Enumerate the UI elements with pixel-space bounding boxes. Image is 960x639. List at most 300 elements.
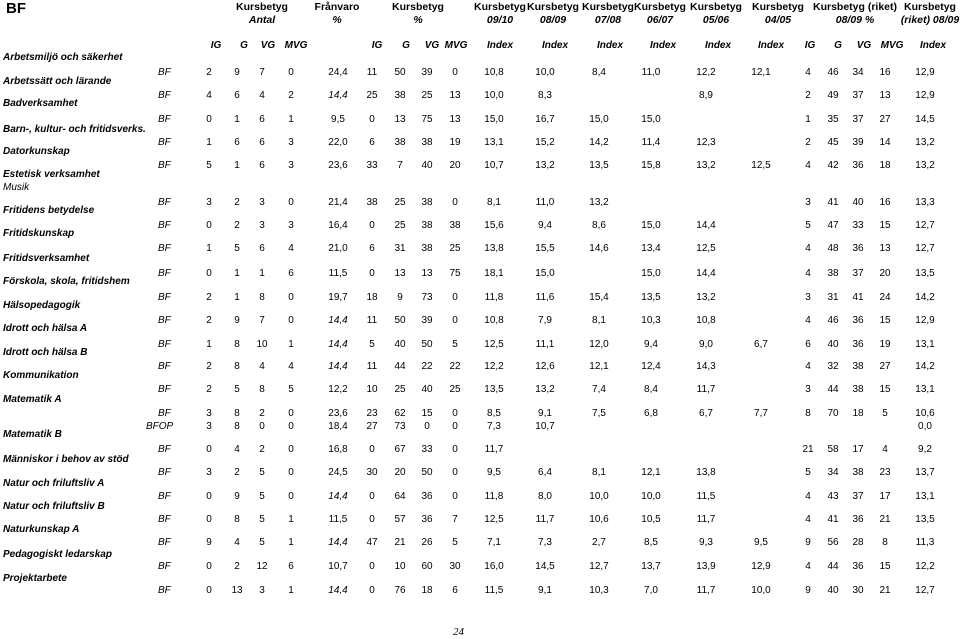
table-cell: 38	[421, 243, 433, 254]
table-cell: 8,6	[592, 220, 606, 231]
table-cell: 13,1	[915, 491, 935, 502]
table-cell: 30	[449, 561, 461, 572]
table-cell: 1	[206, 137, 212, 148]
table-cell: 75	[449, 268, 461, 279]
table-cell: 25	[394, 197, 406, 208]
table-cell: 14	[879, 137, 891, 148]
table-cell: 8,1	[592, 467, 606, 478]
table-cell: 73	[421, 292, 433, 303]
table-cell: 24,4	[328, 67, 348, 78]
table-cell: 0	[369, 561, 375, 572]
table-cell: 8	[234, 361, 240, 372]
table-cell: 0	[452, 292, 458, 303]
table-cell: 16,8	[328, 444, 348, 455]
column-header-line1: Kursbetyg	[582, 1, 634, 13]
table-cell: 35	[827, 114, 839, 125]
table-cell: 9,0	[699, 339, 713, 350]
table-cell: 13,3	[915, 197, 935, 208]
table-cell: 7	[259, 67, 265, 78]
column-header-line2: (riket) 08/09	[900, 14, 960, 26]
table-cell: 13,9	[696, 561, 716, 572]
table-cell: 15,0	[535, 268, 555, 279]
table-cell: 21,4	[328, 197, 348, 208]
table-cell: 4	[288, 243, 294, 254]
table-cell: 1	[206, 339, 212, 350]
table-cell: 0	[288, 67, 294, 78]
table-cell: 67	[394, 444, 406, 455]
table-cell: 7	[452, 514, 458, 525]
table-cell: 8,4	[592, 67, 606, 78]
table-cell: 3	[206, 467, 212, 478]
course-label: Matematik A	[3, 394, 62, 405]
column-header	[885, 1, 960, 27]
table-cell: 12,3	[696, 137, 716, 148]
column-header-line2: Antal	[248, 14, 276, 26]
table-cell: 18,4	[328, 421, 348, 432]
table-cell: 6	[805, 339, 811, 350]
table-cell: 40	[394, 339, 406, 350]
table-cell: 13,1	[915, 384, 935, 395]
table-cell: 4	[259, 361, 265, 372]
table-cell: 1	[288, 585, 294, 596]
table-cell: 13	[879, 243, 891, 254]
table-cell: 60	[421, 561, 433, 572]
course-label: Natur och friluftsliv B	[3, 501, 105, 512]
table-cell: 7,9	[538, 315, 552, 326]
table-cell: 12	[256, 561, 268, 572]
table-cell: 3	[206, 197, 212, 208]
table-cell: 0	[452, 444, 458, 455]
table-cell: 13	[394, 268, 406, 279]
row-code: BF	[158, 444, 171, 455]
table-cell: 0	[288, 467, 294, 478]
column-header-line1: Kursbetyg	[690, 1, 742, 13]
table-cell: 49	[827, 90, 839, 101]
table-cell: 14,4	[328, 361, 348, 372]
table-cell: 10,0	[484, 90, 504, 101]
table-cell: 0	[206, 114, 212, 125]
table-cell: 0	[452, 421, 458, 432]
table-cell: 18	[852, 408, 864, 419]
table-cell: 47	[827, 220, 839, 231]
table-cell: 8,5	[644, 537, 658, 548]
table-cell: 25	[421, 90, 433, 101]
table-cell: 0	[369, 585, 375, 596]
table-cell: 8	[259, 292, 265, 303]
table-cell: 9,3	[699, 537, 713, 548]
table-cell: 9,1	[538, 408, 552, 419]
table-cell: 73	[394, 421, 406, 432]
table-cell: 0	[369, 268, 375, 279]
table-cell: 14,3	[696, 361, 716, 372]
table-cell: 14,4	[328, 315, 348, 326]
table-cell: 8	[882, 537, 888, 548]
table-cell: 4	[206, 90, 212, 101]
table-cell: 0	[452, 491, 458, 502]
table-cell: 22	[449, 361, 461, 372]
table-cell: 0	[206, 444, 212, 455]
table-cell: 10,0	[535, 67, 555, 78]
course-label: Musik	[3, 182, 30, 193]
table-cell: 3	[206, 408, 212, 419]
row-code: BF	[158, 408, 171, 419]
sub-header: Index	[757, 40, 785, 51]
table-cell: 12,9	[751, 561, 771, 572]
table-cell: 37	[852, 114, 864, 125]
row-code: BF	[158, 220, 171, 231]
table-cell: 64	[394, 491, 406, 502]
table-cell: 12,2	[915, 561, 935, 572]
table-cell: 12,7	[915, 585, 935, 596]
course-label: Fritidsverksamhet	[3, 253, 90, 264]
table-cell: 20	[394, 467, 406, 478]
table-cell: 19,7	[328, 292, 348, 303]
row-code: BF	[158, 537, 171, 548]
table-cell: 38	[852, 384, 864, 395]
row-code: BF	[158, 114, 171, 125]
table-cell: 10,6	[915, 408, 935, 419]
row-code: BF	[158, 90, 171, 101]
table-cell: 13,2	[589, 197, 609, 208]
table-cell: 11,8	[484, 292, 504, 303]
table-cell: 11,0	[641, 67, 661, 78]
table-cell: 11,4	[641, 137, 661, 148]
table-cell: 9	[234, 315, 240, 326]
table-cell: 14,2	[915, 361, 935, 372]
table-cell: 36	[421, 491, 433, 502]
table-cell: 10,6	[589, 514, 609, 525]
table-cell: 9	[805, 585, 811, 596]
table-cell: 3	[206, 421, 212, 432]
table-cell: 14,4	[328, 491, 348, 502]
table-cell: 38	[827, 268, 839, 279]
table-cell: 10	[394, 561, 406, 572]
table-cell: 33	[852, 220, 864, 231]
table-cell: 40	[852, 197, 864, 208]
sub-header: IG	[371, 40, 383, 51]
table-cell: 1	[234, 160, 240, 171]
table-cell: 11,5	[328, 514, 348, 525]
table-cell: 34	[852, 67, 864, 78]
table-cell: 13,5	[484, 384, 504, 395]
table-cell: 10,7	[484, 160, 504, 171]
sub-header: Index	[486, 40, 514, 51]
table-cell: 12,4	[641, 361, 661, 372]
column-header-line2: 09/10	[486, 14, 514, 26]
row-code: BF	[158, 561, 171, 572]
sub-header: VG	[424, 40, 440, 51]
table-cell: 46	[827, 67, 839, 78]
table-cell: 2	[206, 384, 212, 395]
table-cell: 38	[421, 137, 433, 148]
row-code: BF	[158, 197, 171, 208]
table-cell: 34	[827, 467, 839, 478]
row-code: BF	[158, 160, 171, 171]
table-cell: 0	[288, 197, 294, 208]
table-cell: 7,3	[538, 537, 552, 548]
table-cell: 15	[421, 408, 433, 419]
column-header-line1: Kursbetyg	[527, 1, 579, 13]
table-cell: 24	[879, 292, 891, 303]
sub-header: MVG	[444, 40, 468, 51]
row-code: BF	[158, 491, 171, 502]
table-cell: 33	[421, 444, 433, 455]
table-cell: 24,5	[328, 467, 348, 478]
table-cell: 38	[421, 197, 433, 208]
table-cell: 13,4	[641, 243, 661, 254]
table-cell: 9	[397, 292, 403, 303]
table-cell: 8,5	[487, 408, 501, 419]
table-cell: 10,0	[641, 491, 661, 502]
page-number: 24	[453, 626, 464, 638]
row-code: BF	[158, 137, 171, 148]
table-cell: 1	[206, 243, 212, 254]
table-cell: 44	[394, 361, 406, 372]
table-cell: 6,7	[699, 408, 713, 419]
sub-header: G	[402, 40, 410, 51]
table-cell: 43	[827, 491, 839, 502]
table-cell: 2	[259, 444, 265, 455]
table-cell: 12,1	[751, 67, 771, 78]
table-cell: 1	[234, 268, 240, 279]
table-cell: 13,2	[535, 160, 555, 171]
table-cell: 7,0	[644, 585, 658, 596]
table-cell: 40	[421, 160, 433, 171]
table-cell: 5	[452, 537, 458, 548]
table-cell: 17	[852, 444, 864, 455]
table-cell: 11	[366, 315, 378, 326]
table-cell: 0	[206, 561, 212, 572]
table-cell: 2	[288, 90, 294, 101]
table-cell: 11,1	[535, 339, 555, 350]
table-cell: 8	[234, 514, 240, 525]
course-label: Datorkunskap	[3, 146, 70, 157]
table-cell: 62	[394, 408, 406, 419]
table-cell: 4	[288, 361, 294, 372]
table-cell: 36	[852, 315, 864, 326]
table-cell: 12,2	[696, 67, 716, 78]
table-cell: 16,4	[328, 220, 348, 231]
table-cell: 38	[852, 361, 864, 372]
table-cell: 15,2	[535, 137, 555, 148]
table-cell: 4	[234, 444, 240, 455]
table-cell: 0	[288, 444, 294, 455]
table-cell: 19	[449, 137, 461, 148]
course-label: Förskola, skola, fritidshem	[3, 276, 130, 287]
table-cell: 2,7	[592, 537, 606, 548]
table-cell: 12,1	[589, 361, 609, 372]
table-cell: 0	[206, 268, 212, 279]
table-cell: 41	[852, 292, 864, 303]
table-cell: 9,4	[538, 220, 552, 231]
table-cell: 10,5	[641, 514, 661, 525]
course-label: Natur och friluftsliv A	[3, 478, 105, 489]
table-cell: 8	[234, 408, 240, 419]
table-cell: 0	[369, 220, 375, 231]
table-cell: 45	[827, 137, 839, 148]
sub-header: MVG	[284, 40, 308, 51]
table-cell: 8	[234, 339, 240, 350]
row-code: BF	[158, 585, 171, 596]
column-header-line2: 05/06	[702, 14, 730, 26]
table-cell: 8,0	[538, 491, 552, 502]
table-cell: 2	[234, 220, 240, 231]
table-cell: 38	[394, 137, 406, 148]
table-cell: 13,5	[589, 160, 609, 171]
table-cell: 58	[827, 444, 839, 455]
table-cell: 6	[259, 137, 265, 148]
table-cell: 11,7	[696, 384, 716, 395]
table-cell: 10,3	[641, 315, 661, 326]
table-cell: 15	[879, 220, 891, 231]
table-cell: 0	[288, 421, 294, 432]
course-label: Fritidskunskap	[3, 228, 75, 239]
table-cell: 12,1	[641, 467, 661, 478]
sub-header: IG	[804, 40, 816, 51]
table-cell: 36	[852, 339, 864, 350]
table-cell: 13	[879, 90, 891, 101]
table-cell: 27	[879, 361, 891, 372]
table-cell: 44	[827, 384, 839, 395]
course-label: Barn-, kultur- och fritidsverks.	[3, 124, 146, 135]
sub-header: G	[834, 40, 842, 51]
table-cell: 12,2	[328, 384, 348, 395]
table-cell: 1	[259, 268, 265, 279]
table-cell: 75	[421, 114, 433, 125]
table-cell: 14,4	[328, 90, 348, 101]
table-cell: 5	[805, 220, 811, 231]
table-cell: 15	[879, 561, 891, 572]
table-cell: 23	[366, 408, 378, 419]
table-cell: 3	[288, 160, 294, 171]
table-cell: 36	[852, 160, 864, 171]
table-cell: 14,4	[696, 220, 716, 231]
table-cell: 21	[879, 514, 891, 525]
table-cell: 15,6	[484, 220, 504, 231]
table-cell: 14,2	[589, 137, 609, 148]
table-cell: 42	[827, 160, 839, 171]
table-cell: 36	[852, 561, 864, 572]
table-cell: 5	[805, 467, 811, 478]
table-cell: 2	[805, 90, 811, 101]
table-cell: 0	[288, 292, 294, 303]
table-cell: 36	[852, 243, 864, 254]
course-label: Matematik B	[3, 429, 62, 440]
column-header-line2: 08/09	[539, 14, 567, 26]
table-cell: 37	[852, 268, 864, 279]
table-cell: 14,2	[915, 292, 935, 303]
table-cell: 5	[206, 160, 212, 171]
table-cell: 3	[259, 197, 265, 208]
table-cell: 12,6	[535, 361, 555, 372]
row-code: BF	[158, 361, 171, 372]
table-cell: 7,4	[592, 384, 606, 395]
table-cell: 38	[366, 197, 378, 208]
table-cell: 7	[397, 160, 403, 171]
column-header-line1: Frånvaro	[314, 1, 360, 13]
table-cell: 5	[259, 491, 265, 502]
table-cell: 13	[421, 268, 433, 279]
column-header-line2: 04/05	[764, 14, 792, 26]
table-cell: 5	[259, 514, 265, 525]
table-cell: 8,9	[699, 90, 713, 101]
table-cell: 6	[259, 114, 265, 125]
table-cell: 27	[879, 114, 891, 125]
table-cell: 6,8	[644, 408, 658, 419]
table-cell: 10,8	[484, 67, 504, 78]
table-cell: 9,5	[331, 114, 345, 125]
row-code: BF	[158, 67, 171, 78]
sub-header: VG	[260, 40, 276, 51]
table-cell: 50	[421, 467, 433, 478]
table-cell: 26	[421, 537, 433, 548]
table-cell: 13,7	[915, 467, 935, 478]
table-cell: 18	[421, 585, 433, 596]
table-cell: 10,8	[696, 315, 716, 326]
table-cell: 2	[206, 315, 212, 326]
table-cell: 25	[394, 220, 406, 231]
table-cell: 3	[259, 220, 265, 231]
table-cell: 57	[394, 514, 406, 525]
table-cell: 1	[805, 114, 811, 125]
table-cell: 56	[827, 537, 839, 548]
table-cell: 6,7	[754, 339, 768, 350]
table-cell: 39	[421, 67, 433, 78]
table-cell: 9,5	[754, 537, 768, 548]
table-cell: 31	[827, 292, 839, 303]
table-cell: 14,4	[696, 268, 716, 279]
table-cell: 25	[394, 384, 406, 395]
table-cell: 14,5	[535, 561, 555, 572]
table-cell: 19	[879, 339, 891, 350]
course-label: Naturkunskap A	[3, 524, 80, 535]
table-cell: 40	[421, 384, 433, 395]
table-cell: 2	[234, 467, 240, 478]
table-cell: 12,9	[915, 315, 935, 326]
table-cell: 4	[805, 361, 811, 372]
table-cell: 41	[827, 197, 839, 208]
table-cell: 12,9	[915, 90, 935, 101]
column-header-line1: Kursbetyg	[634, 1, 686, 13]
table-cell: 12,7	[915, 220, 935, 231]
table-cell: 13	[449, 114, 461, 125]
column-header-line2: 06/07	[646, 14, 674, 26]
table-cell: 11,7	[696, 514, 716, 525]
column-header	[373, 1, 463, 27]
table-cell: 4	[234, 537, 240, 548]
table-cell: 2	[206, 67, 212, 78]
table-cell: 13,2	[696, 292, 716, 303]
table-cell: 2	[206, 361, 212, 372]
table-cell: 5	[452, 339, 458, 350]
table-cell: 22,0	[328, 137, 348, 148]
table-cell: 16	[879, 197, 891, 208]
column-header-line1: Kursbetyg	[474, 1, 526, 13]
table-cell: 70	[827, 408, 839, 419]
column-header-line1: Kursbetyg	[236, 1, 288, 13]
course-label: Kommunikation	[3, 370, 79, 381]
table-cell: 11	[366, 67, 378, 78]
row-code: BF	[158, 243, 171, 254]
table-cell: 6	[259, 160, 265, 171]
table-cell: 11,5	[328, 268, 348, 279]
table-cell: 16,7	[535, 114, 555, 125]
table-cell: 12,7	[915, 243, 935, 254]
table-cell: 21	[879, 585, 891, 596]
table-cell: 6	[288, 561, 294, 572]
table-cell: 0	[424, 421, 430, 432]
table-cell: 25	[449, 384, 461, 395]
